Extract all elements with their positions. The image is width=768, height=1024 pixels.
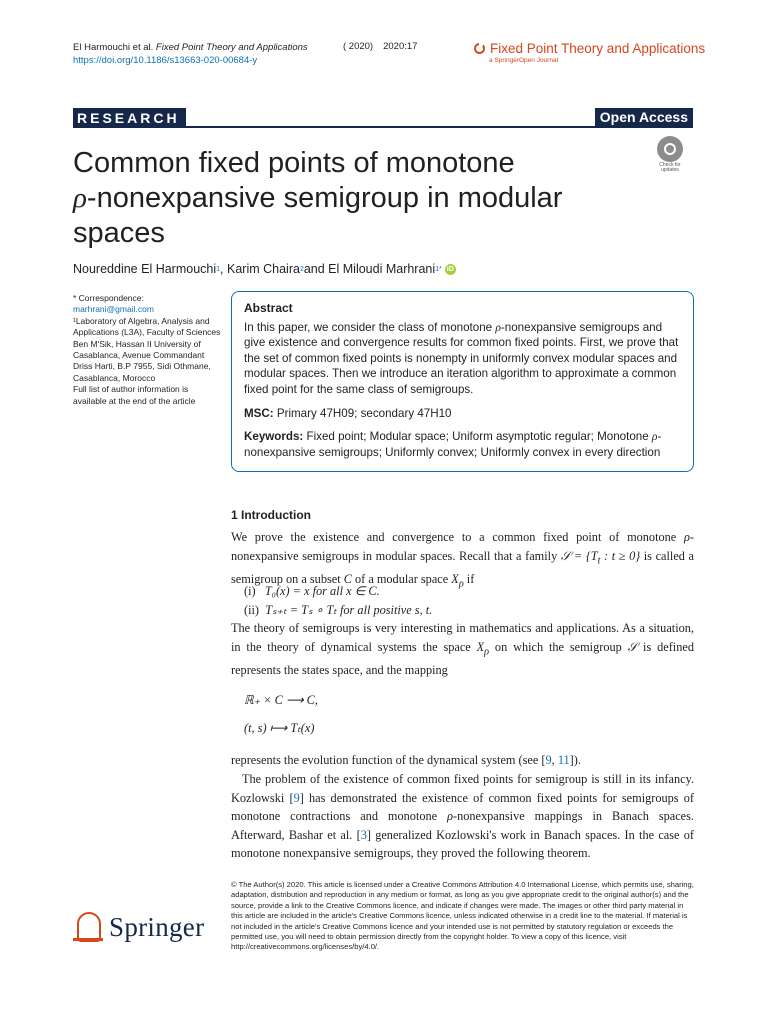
citation-11[interactable]: 11: [557, 753, 570, 767]
header-citation: [343, 41, 427, 52]
check-for-updates-badge[interactable]: [652, 136, 688, 173]
p2-X: X: [476, 639, 485, 654]
author-sep-2[interactable]: and El Miloudi Marhrani: [303, 262, 436, 276]
article-type-bar: [73, 108, 693, 128]
abstract-rho: ρ: [495, 320, 501, 334]
citation-3[interactable]: 3: [360, 827, 367, 842]
author-1-affil[interactable]: 1: [216, 265, 221, 273]
p1-X-sub: ρ: [458, 578, 464, 590]
correspondence-sidebar: [73, 293, 223, 407]
springer-logo: [73, 910, 204, 944]
journal-brand[interactable]: [474, 41, 705, 64]
author-1[interactable]: Noureddine El Harmouchi: [73, 262, 217, 276]
p1-d: of a modular space: [351, 572, 452, 587]
p2-X-sub: ρ: [484, 645, 490, 657]
intro-paragraph-2: [231, 619, 694, 680]
p4-b: ] has demonstrated the existence of common fixed points for semigroups of monotone contractions and monotone: [231, 790, 694, 823]
keywords-label: Keywords:: [244, 430, 304, 444]
correspondence-label: * Correspondence:: [73, 293, 144, 303]
abstract-heading: Abstract: [244, 301, 293, 315]
condition-i: [244, 582, 432, 601]
intro-paragraph-4: [231, 770, 694, 863]
p1-b: -nonexpansive semigroups in modular spaces. Recall that a family: [231, 530, 694, 563]
p1-a: We prove the existence and convergence to a common fixed point of monotone: [231, 530, 684, 544]
p1-C: C: [343, 572, 352, 587]
check-updates-icon: [657, 136, 683, 162]
p1-X: X: [451, 572, 459, 587]
header-authors: El Harmouchi et al.: [73, 42, 154, 53]
doi-link[interactable]: https://doi.org/10.1186/s13663-020-00684-y: [73, 55, 258, 66]
p1-family-sub: t: [597, 554, 601, 566]
research-label: RESEARCH: [73, 108, 186, 126]
citation-9b[interactable]: 9: [293, 790, 300, 805]
p3-b: ,: [551, 753, 558, 767]
keywords-b: -nonexpansive semigroups; Uniformly convex; Uniformly convex in every direction: [244, 430, 662, 459]
p1-family-a: 𝒮 = {T: [560, 548, 598, 563]
author-info-note: Full list of author information is available at the end of the article: [73, 384, 196, 406]
open-access-label: Open Access: [595, 108, 693, 126]
keywords-line: [244, 429, 681, 460]
p1-rho: ρ: [683, 530, 690, 544]
condition-i-text: T₀(x) = x for all x ∈ C.: [264, 584, 380, 598]
title-rho: ρ: [73, 182, 87, 214]
p3-c: ]).: [569, 753, 581, 767]
display-math-line-2: (t, s) ⟼ Tₜ(x): [244, 721, 315, 735]
affiliation-text: ¹Laboratory of Algebra, Analysis and Applications (L3A), Faculty of Sciences Ben M'Sik, Hassan II University of Casablanca, Avenue Commandant Driss Harti, B.P 7955, Sidi Othmane, Casablanca, Morocco: [73, 315, 221, 383]
springeropen-logo-icon: [474, 43, 485, 54]
title-line-2-text: -nonexpansive semigroup in modular: [86, 182, 563, 214]
p4-rho: ρ: [447, 809, 453, 823]
author-sep-1[interactable]: , Karim Chaira: [220, 262, 300, 276]
p4-d: ] generalized Kozlowski's work in Banach spaces. In the case of monotone nonexpansive semigroups, they proved the following theorem.: [231, 827, 694, 860]
title-line-3: spaces: [73, 217, 165, 249]
title-line-2: [73, 181, 633, 216]
header-journal: Fixed Point Theory and Applications: [155, 42, 308, 53]
p3-a: represents the evolution function of the dynamical system (see [: [231, 753, 546, 767]
condition-ii-text: Tₛ₊ₜ = Tₛ ∘ Tₜ for all positive s, t.: [265, 602, 433, 617]
condition-ii-label: (ii): [244, 602, 260, 617]
p2-b: on which the semigroup: [489, 639, 628, 654]
msc-value: Primary 47H09; secondary 47H10: [276, 406, 452, 420]
header-article-no: 2020:17: [383, 41, 418, 52]
author-3-affil[interactable]: 1*: [435, 265, 442, 273]
p2-c: is defined represents the states space, and the mapping: [231, 639, 694, 678]
header-year: ( 2020): [343, 41, 374, 52]
correspondence-email[interactable]: marhrani@gmail.com: [73, 304, 154, 315]
title-line-1: Common fixed points of monotone: [73, 147, 515, 179]
section-heading-introduction: 1 Introduction: [231, 508, 311, 522]
display-math-line-1: ℝ₊ × C ⟶ C,: [244, 693, 318, 707]
intro-paragraph-3: [231, 751, 694, 770]
abstract-text: [244, 320, 681, 398]
p1-c: is called a semigroup on a subset: [231, 548, 694, 587]
keywords-a: Fixed point; Modular space; Uniform asymptotic regular; Monotone: [306, 430, 652, 444]
citation-9[interactable]: 9: [545, 753, 552, 767]
msc-label: MSC:: [244, 406, 274, 420]
orcid-icon[interactable]: iD: [446, 265, 454, 273]
brand-name: Fixed Point Theory and Applications: [490, 41, 706, 56]
condition-i-label: (i): [244, 584, 256, 598]
license-footnote: © The Author(s) 2020. This article is licensed under a Creative Commons Attribution 4.0 International License, which permits use, sharing, adaptation, distribution and reproduction in any medium or format, as long as you give appropriate credit to the original author(s) and the source, provide a link to the Creative Commons licence, and indicate if changes were made. The images or other third party material in this article are included in the article's Creative Commons licence, unless indicated otherwise in a credit line to the material. If material is not included in the article's Creative Commons licence and your intended use is not permitted by statutory regulation or exceeds the permitted use, you will need to obtain permission directly from the copyright holder. To view a copy of this licence, visit http://creativecommons.org/licenses/by/4.0/.: [231, 880, 694, 952]
msc-line: [244, 406, 681, 422]
p1-e: if: [463, 572, 475, 587]
p4-c: -nonexpansive mappings in Banach spaces. Afterward, Bashar et al. [: [231, 809, 695, 842]
p4-a: The problem of the existence of common fixed points for semigroup is still in its infancy. Kozlowski [: [231, 772, 694, 805]
condition-ii: [244, 601, 432, 620]
abstract-box: [231, 291, 694, 472]
p2-S: 𝒮: [627, 639, 638, 654]
running-header: [73, 41, 308, 67]
author-list: [73, 262, 456, 276]
article-title: [73, 146, 633, 251]
abstract-text-b: -nonexpansive semigroups and give existence and convergence results for common fixed points. First, we prove that the set of common fixed points is nonempty in uniformly convex modular spaces and modular spaces. Then we introduce an iteration algorithm to approximate a common fixed point for the same class of semigroups.: [244, 320, 679, 396]
author-2-affil[interactable]: 2: [299, 265, 304, 273]
semigroup-conditions: [244, 582, 432, 619]
p2-a: The theory of semigroups is very interesting in mathematics and applications. As a situation, in the theory of dynamical systems the space: [231, 621, 694, 654]
p1-family: [560, 548, 641, 566]
p1-family-end: : t ≥ 0}: [600, 548, 641, 563]
springer-wordmark: Springer: [109, 911, 205, 942]
springer-horse-icon: [73, 910, 103, 944]
abstract-text-a: In this paper, we consider the class of monotone: [244, 320, 496, 334]
check-updates-text: Check for updates: [659, 162, 681, 173]
brand-subtitle: a SpringerOpen Journal: [489, 57, 559, 64]
keywords-rho: ρ: [651, 430, 658, 444]
